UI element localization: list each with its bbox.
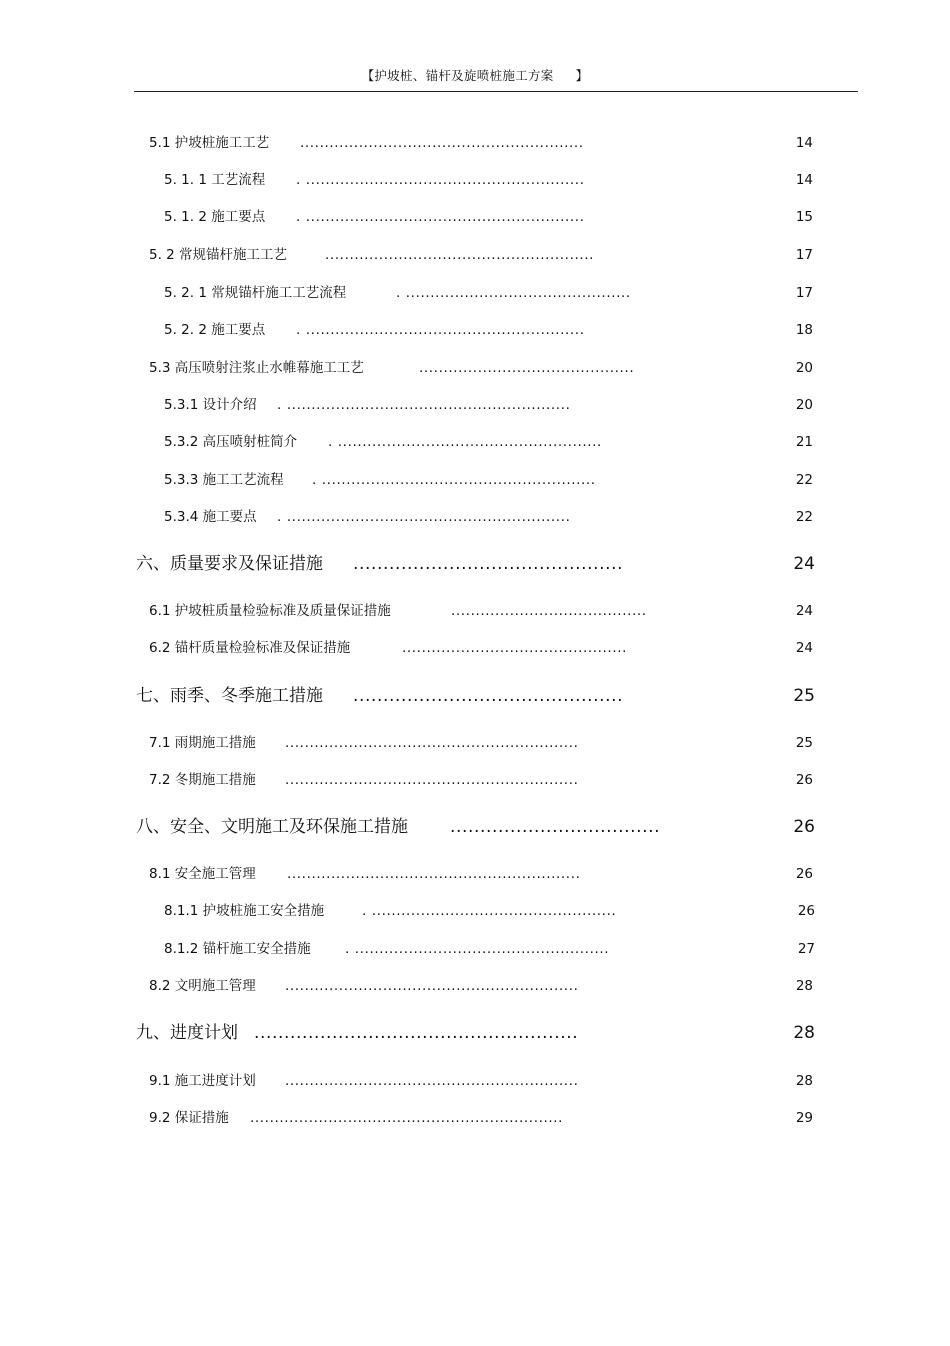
toc-entry-label: 七、雨季、冬季施工措施 [136, 686, 323, 706]
toc-entry-label: 九、进度计划 [136, 1023, 238, 1043]
toc-entry-label: 5. 2 常规锚杆施工工艺 [149, 247, 288, 263]
toc-entry-label: 8.1.2 锚杆施工安全措施 [164, 941, 311, 957]
toc-entry-label: 5.3 高压喷射注浆止水帷幕施工工艺 [149, 360, 364, 376]
toc-page-number: 28 [793, 1023, 815, 1043]
toc-leader-dots: . ......................................................... [296, 322, 585, 338]
toc-entry-label: 6.1 护坡桩质量检验标准及质量保证措施 [149, 603, 391, 619]
toc-entry-label: 六、质量要求及保证措施 [136, 554, 323, 574]
toc-entry-label: 6.2 锚杆质量检验标准及保证措施 [149, 640, 351, 656]
toc-entry-label: 八、安全、文明施工及环保施工措施 [136, 817, 408, 837]
toc-entry-label: 5.3.2 高压喷射桩简介 [164, 434, 298, 450]
toc-entry-label: 9.1 施工进度计划 [149, 1073, 256, 1089]
toc-page-number: 17 [795, 285, 813, 301]
toc-page-number: 22 [795, 472, 813, 488]
toc-leader-dots: . .............................................. [396, 285, 631, 301]
toc-leader-dots: . .................................................... [345, 941, 610, 957]
toc-page-number: 29 [795, 1110, 813, 1126]
toc-entry-label: 5. 2. 1 常规锚杆施工工艺流程 [164, 285, 347, 301]
toc-entry-label: 8.2 文明施工管理 [149, 978, 256, 994]
document-title: 【护坡桩、锚杆及旋喷桩施工方案 [361, 68, 554, 83]
toc-page-number: 28 [795, 978, 813, 994]
toc-page-number: 26 [793, 817, 815, 837]
toc-leader-dots: ............................................................ [285, 772, 579, 788]
toc-leader-dots: ............................................. [353, 554, 624, 574]
toc-leader-dots: ................................................................ [250, 1110, 564, 1126]
toc-entry-label: 5.1 护坡桩施工工艺 [149, 135, 270, 151]
toc-leader-dots: . ...................................................... [328, 434, 602, 450]
toc-entry-label: 5. 1. 2 施工要点 [164, 209, 266, 225]
toc-leader-dots: . ........................................................ [312, 472, 596, 488]
toc-entry-label: 5.3.3 施工工艺流程 [164, 472, 284, 488]
toc-page-number: 22 [795, 509, 813, 525]
toc-leader-dots: .............................................. [402, 640, 627, 656]
toc-page-number: 26 [795, 866, 813, 882]
toc-page-number: 14 [795, 172, 813, 188]
toc-entry-label: 8.1 安全施工管理 [149, 866, 256, 882]
toc-page-number: 24 [795, 640, 813, 656]
toc-entry-label: 5.3.4 施工要点 [164, 509, 257, 525]
toc-entry-label: 7.2 冬期施工措施 [149, 772, 256, 788]
toc-leader-dots: ............................................................ [285, 735, 579, 751]
toc-page-number: 15 [795, 209, 813, 225]
toc-leader-dots: . ......................................................... [296, 172, 585, 188]
toc-page-number: 24 [795, 603, 813, 619]
toc-page-number: 21 [795, 434, 813, 450]
toc-page-number: 27 [797, 941, 815, 957]
toc-leader-dots: ................................... [450, 817, 661, 837]
toc-page-number: 26 [795, 772, 813, 788]
toc-leader-dots: . .......................................................... [277, 509, 571, 525]
toc-leader-dots: ...................................................... [254, 1023, 579, 1043]
toc-page-number: 17 [795, 247, 813, 263]
toc-leader-dots: ....................................................... [325, 247, 595, 263]
toc-leader-dots: . ......................................................... [296, 209, 585, 225]
toc-page-number: 20 [795, 397, 813, 413]
toc-page-number: 14 [795, 135, 813, 151]
toc-entry-label: 5.3.1 设计介绍 [164, 397, 257, 413]
toc-page-number: 18 [795, 322, 813, 338]
toc-leader-dots: . .................................................. [362, 903, 617, 919]
document-title-close-bracket: 】 [575, 68, 589, 83]
toc-leader-dots: ............................................ [419, 360, 635, 376]
toc-leader-dots: . .......................................................... [277, 397, 571, 413]
toc-entry-label: 5. 2. 2 施工要点 [164, 322, 266, 338]
toc-entry-label: 8.1.1 护坡桩施工安全措施 [164, 903, 325, 919]
toc-leader-dots: .......................................................... [300, 135, 584, 151]
toc-page-number: 25 [793, 686, 815, 706]
toc-leader-dots: ............................................................ [287, 866, 581, 882]
toc-entry-label: 9.2 保证措施 [149, 1110, 229, 1126]
toc-leader-dots: ............................................................ [285, 978, 579, 994]
toc-page-number: 28 [795, 1073, 813, 1089]
toc-entry-label: 5. 1. 1 工艺流程 [164, 172, 266, 188]
toc-entry-label: 7.1 雨期施工措施 [149, 735, 256, 751]
toc-page-number: 20 [795, 360, 813, 376]
toc-page-number: 26 [797, 903, 815, 919]
toc-page-number: 25 [795, 735, 813, 751]
toc-leader-dots: ............................................. [353, 686, 624, 706]
header-rule [134, 91, 858, 92]
toc-page-number: 24 [793, 554, 815, 574]
toc-leader-dots: ........................................ [451, 603, 647, 619]
page-header [0, 66, 950, 84]
toc-leader-dots: ............................................................ [285, 1073, 579, 1089]
